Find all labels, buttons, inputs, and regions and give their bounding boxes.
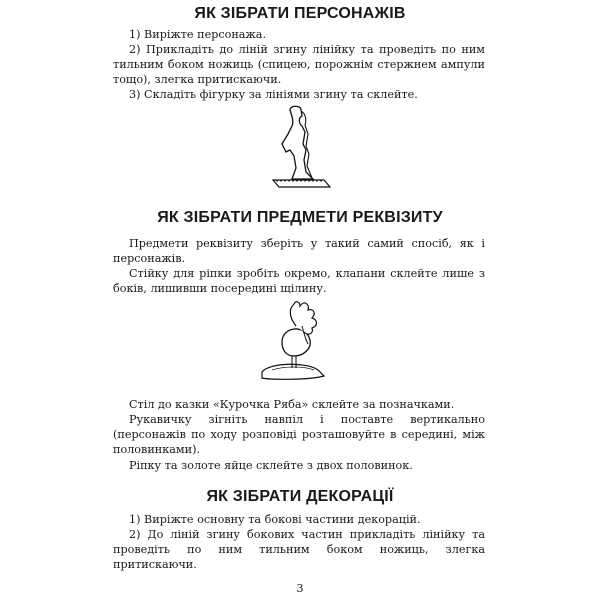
- step-fold-glue: 3) Складіть фігурку за лініями згину та склейте.: [129, 88, 418, 101]
- step-score-decoration-folds: 2) До ліній згину бокових частин прикладіть лінійку та проведіть по ним тильним боком ножиць, злегка притискаючи.: [113, 528, 485, 572]
- props-paragraph-1: Предмети реквізиту зберіть у такий самий спосіб, як і персонажів.: [113, 237, 485, 266]
- heading-props: ЯК ЗІБРАТИ ПРЕДМЕТИ РЕКВІЗИТУ: [157, 209, 443, 226]
- step-score-folds: 2) Прикладіть до ліній згину лінійку та проведіть по ним тильним боком ножиць (спицею, порожнім стержнем ампули тощо), злегка притискаючи.: [113, 43, 485, 87]
- heading-characters: ЯК ЗІБРАТИ ПЕРСОНАЖІВ: [194, 5, 406, 22]
- props-paragraph-5: Ріпку та золоте яйце склейте з двох половинок.: [129, 459, 413, 472]
- props-paragraph-3: Стіл до казки «Курочка Ряба» склейте за позначками.: [129, 398, 455, 411]
- props-paragraph-4: Рукавичку зігніть навпіл і поставте вертикально (персонажів по ходу розповіді розташовуйте в середині, між половинками).: [113, 413, 485, 457]
- step-cut-decorations: 1) Виріжте основну та бокові частини декорацій.: [129, 513, 421, 526]
- character-figure-illustration: [268, 104, 332, 196]
- step-cut-character: 1) Виріжте персонажа.: [129, 28, 266, 41]
- props-paragraph-2: Стійку для ріпки зробіть окремо, клапани склейте лише з боків, лишивши посередині щілину.: [113, 267, 485, 296]
- heading-decorations: ЯК ЗІБРАТИ ДЕКОРАЦІЇ: [206, 488, 394, 505]
- page-number: 3: [296, 582, 304, 595]
- turnip-stand-illustration: [258, 296, 344, 388]
